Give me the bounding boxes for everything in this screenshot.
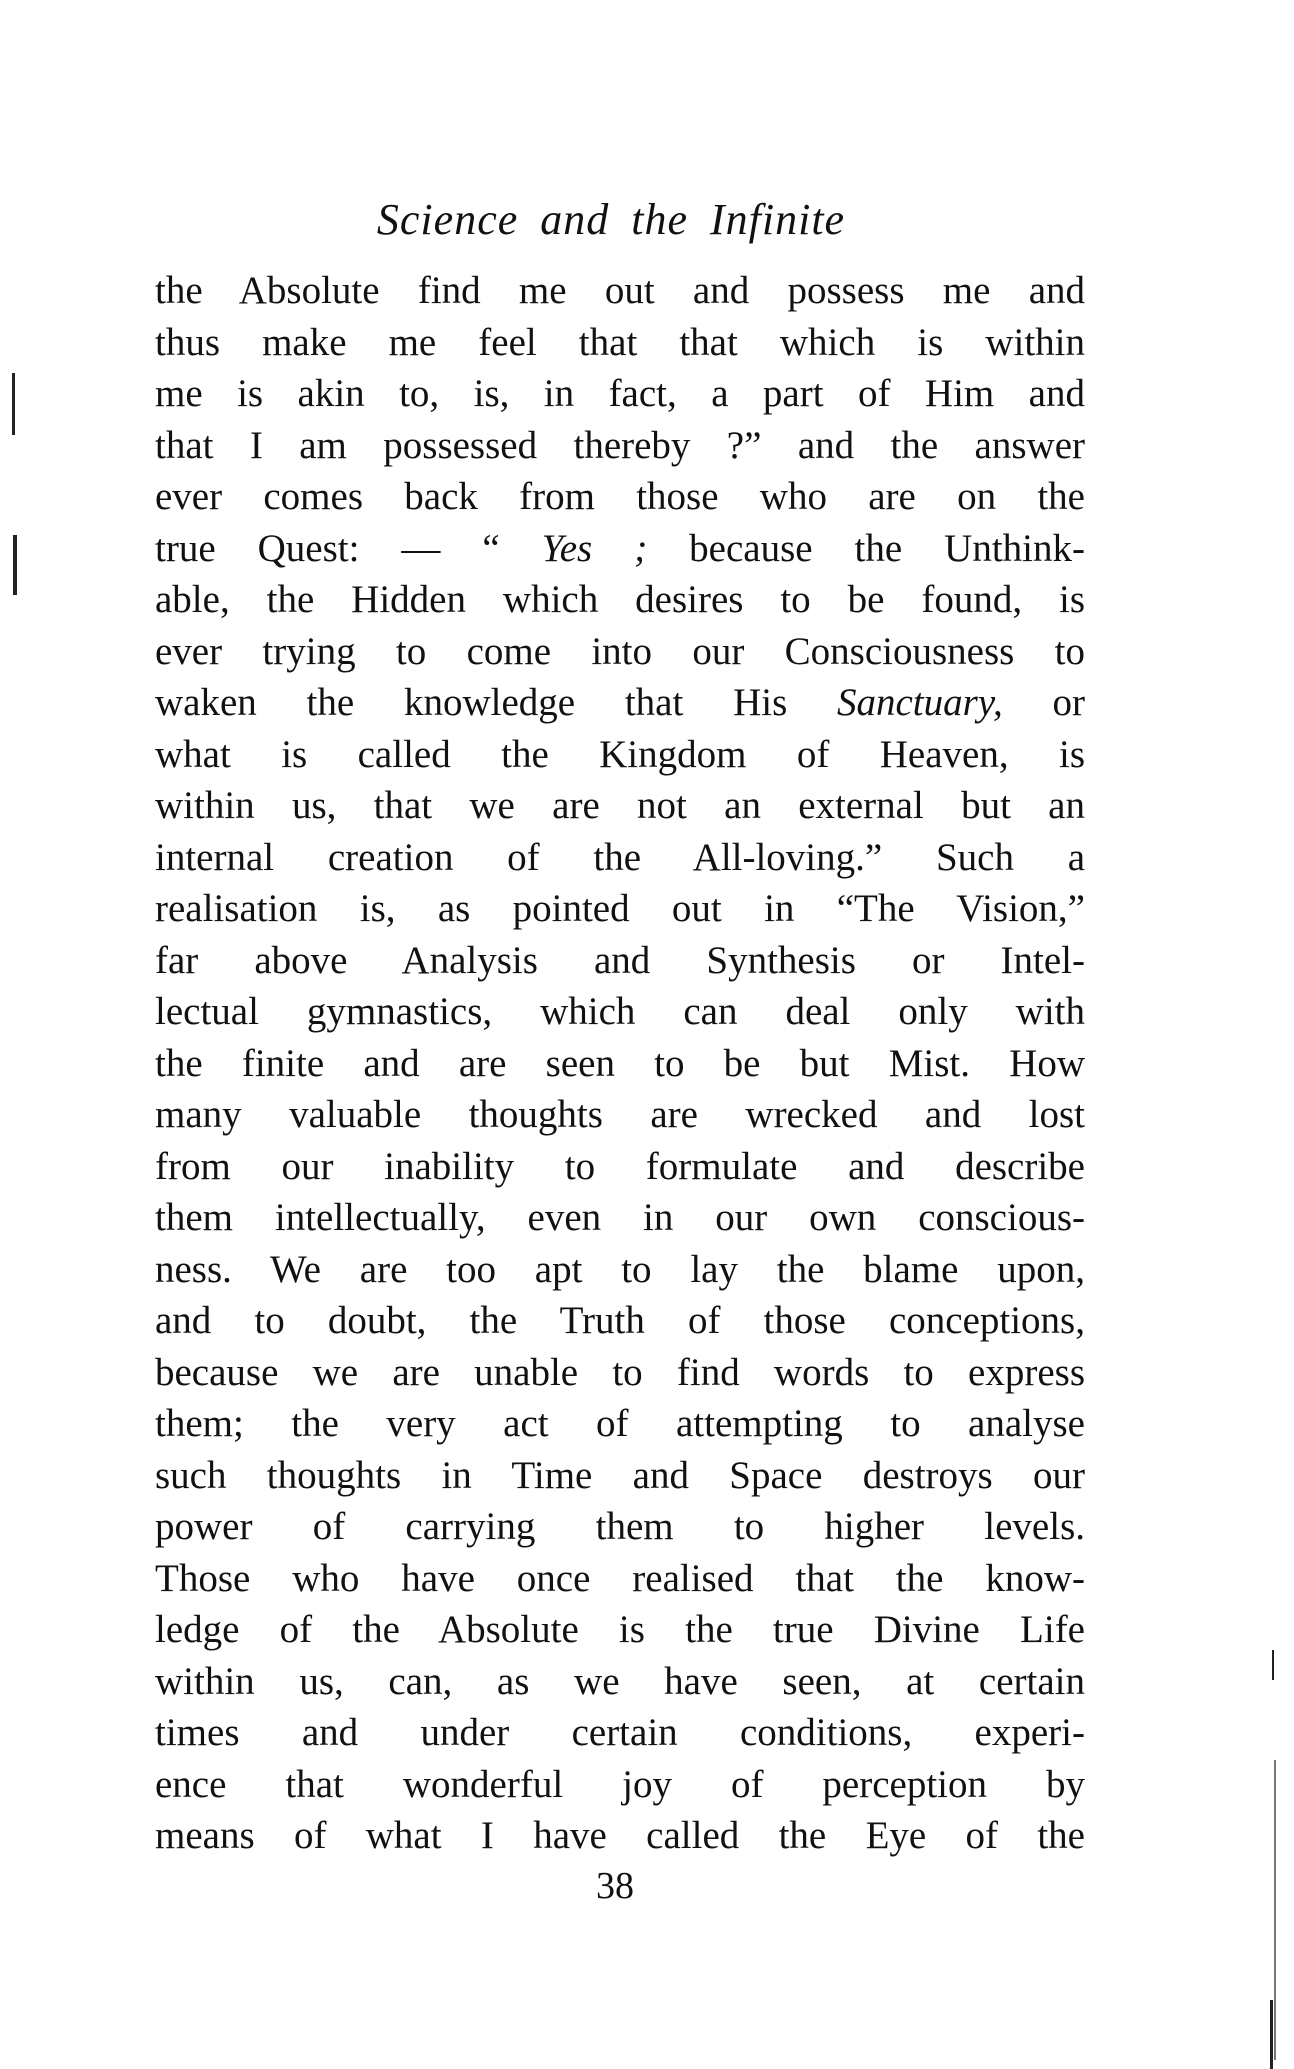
text-line: ledge of the Absolute is the true Divine Life bbox=[155, 1608, 1085, 1651]
text-segment: true Quest: — “ bbox=[155, 526, 542, 570]
text-line: the Absolute find me out and possess me and bbox=[155, 269, 1085, 312]
text-line: them intellectually, even in our own conscious- bbox=[155, 1196, 1085, 1239]
scan-artifact bbox=[1270, 2000, 1273, 2069]
scan-artifact bbox=[1274, 1760, 1276, 2060]
text-line: the finite and are seen to be but Mist. How bbox=[155, 1041, 1085, 1085]
text-line: and to doubt, the Truth of those conceptions, bbox=[155, 1299, 1085, 1342]
body-text bbox=[155, 265, 1085, 1862]
text-line bbox=[155, 677, 1085, 729]
scan-artifact bbox=[1272, 1650, 1274, 1680]
text-line: within us, that we are not an external but an bbox=[155, 784, 1085, 827]
text-line: lectual gymnastics, which can deal only with bbox=[155, 990, 1085, 1033]
text-line: me is akin to, is, in fact, a part of Him and bbox=[155, 372, 1085, 415]
text-segment: waken the knowledge that His bbox=[155, 681, 837, 724]
text-line: them; the very act of attempting to analyse bbox=[155, 1402, 1085, 1445]
text-line: Those who have once realised that the know- bbox=[155, 1556, 1085, 1600]
text-line: ever comes back from those who are on the bbox=[155, 475, 1085, 518]
text-line: times and under certain conditions, experi- bbox=[155, 1711, 1085, 1754]
text-line: thus make me feel that that which is within bbox=[155, 320, 1085, 364]
running-header-title: Science and the Infinite bbox=[376, 195, 846, 244]
text-line: ness. We are too apt to lay the blame upon, bbox=[155, 1247, 1085, 1291]
text-segment: or bbox=[1002, 681, 1085, 724]
scan-artifact bbox=[13, 535, 17, 595]
text-line bbox=[155, 523, 1085, 575]
text-line: because we are unable to find words to express bbox=[155, 1350, 1085, 1394]
text-line: that I am possessed thereby ?” and the answer bbox=[155, 423, 1085, 467]
text-line: many valuable thoughts are wrecked and lost bbox=[155, 1093, 1085, 1136]
text-line: internal creation of the All-loving.” Such a bbox=[155, 835, 1085, 879]
text-line: far above Analysis and Synthesis or Intel- bbox=[155, 938, 1085, 982]
italic-text: Yes ; bbox=[541, 526, 648, 570]
italic-text: Sanctuary, bbox=[837, 681, 1003, 724]
text-line: means of what I have called the Eye of the bbox=[155, 1814, 1085, 1857]
text-line: such thoughts in Time and Space destroys our bbox=[155, 1453, 1085, 1497]
scan-artifact bbox=[12, 373, 15, 435]
text-line: realisation is, as pointed out in “The Vision,” bbox=[155, 887, 1085, 930]
text-line: ence that wonderful joy of perception by bbox=[155, 1762, 1085, 1806]
text-line: what is called the Kingdom of Heaven, is bbox=[155, 732, 1085, 776]
text-line: from our inability to formulate and describe bbox=[155, 1144, 1085, 1188]
text-line: within us, can, as we have seen, at certain bbox=[155, 1659, 1085, 1703]
text-line: ever trying to come into our Consciousness to bbox=[155, 629, 1085, 673]
page-number: 38 bbox=[596, 1865, 634, 1907]
text-line: power of carrying them to higher levels. bbox=[155, 1505, 1085, 1548]
text-segment: because the Unthink- bbox=[647, 526, 1085, 570]
text-line: able, the Hidden which desires to be found, is bbox=[155, 578, 1085, 621]
